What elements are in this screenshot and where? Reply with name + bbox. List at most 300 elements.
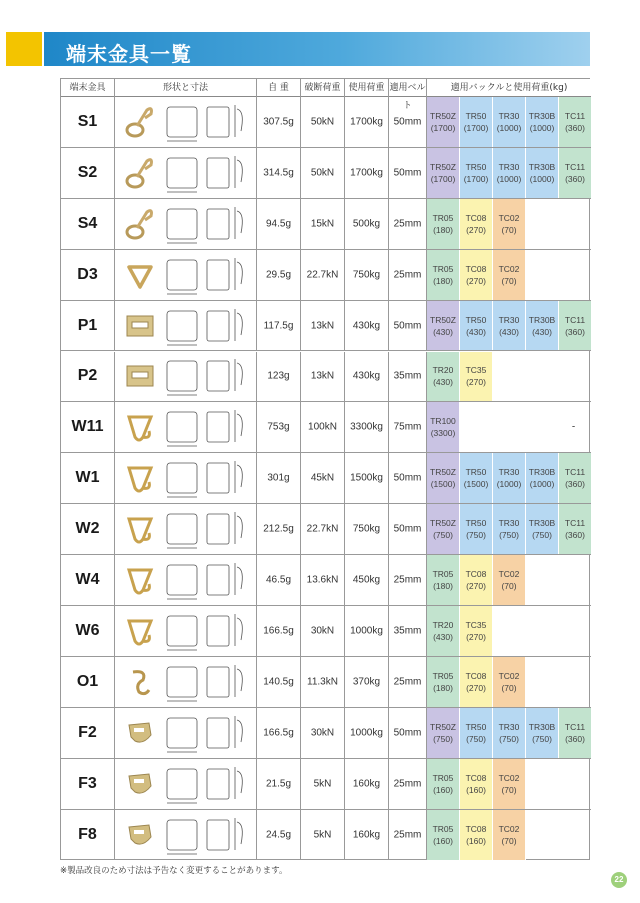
belt-value: 25mm [393,676,422,688]
shape-cell [115,810,257,861]
buckle-cell [427,810,460,861]
break-cell [301,301,345,351]
code-cell [61,555,115,605]
header-buckle: 適用バックルと使用荷重(kg) [450,83,568,93]
use-cell [345,301,389,351]
buckle-cell [460,148,493,198]
use-value: 750kg [352,269,381,281]
use-cell [345,657,389,707]
break-value: 50kN [310,167,335,179]
code-cell [61,97,115,147]
shape-cell [115,657,257,707]
buckle-load: TR50Z (750) [430,721,456,744]
fitting-code: S1 [77,112,98,130]
weight-value: 307.5g [263,116,294,128]
use-cell [345,555,389,605]
buckle-load: TR05 (160) [432,824,454,847]
fitting-photo-icon [123,664,157,700]
buckle-cell [460,555,493,605]
buckle-cell [460,301,493,351]
buckle-cell [526,453,559,503]
belt-cell [389,504,427,554]
buckle-load: TC08 (270) [465,670,487,693]
buckle-load: TR30B (1000) [528,110,556,133]
fitting-photo-icon [123,358,157,394]
buckle-load: TC35 (270) [465,619,487,642]
shape-cell [115,453,257,503]
table-row [61,759,591,810]
break-value: 30kN [310,625,335,637]
belt-value: 50mm [393,727,422,739]
dimension-drawing-icon [163,508,251,550]
buckle-cell [526,504,559,554]
weight-value: 94.5g [265,218,292,230]
code-cell [61,250,115,300]
buckle-cell [427,402,460,452]
table-row [61,352,591,403]
buckle-load: TR05 (160) [432,772,454,795]
buckle-cell [526,301,559,351]
break-value: 13kN [310,320,335,332]
belt-value: 35mm [393,370,422,382]
footnote: ※製品改良のため寸法は予告なく変更することがあります。 [60,866,288,876]
fitting-photo-icon [123,562,157,598]
weight-cell [257,199,301,249]
buckle-cell [427,708,460,758]
use-cell [345,453,389,503]
buckle-cell [493,199,526,249]
fitting-photo-icon [123,511,157,547]
buckle-cell [460,657,493,707]
buckle-cell [427,352,460,402]
break-cell [301,148,345,198]
buckle-load: TC02 (70) [498,212,520,235]
weight-value: 21.5g [265,778,292,790]
fitting-photo-icon [123,206,157,242]
buckle-load: TR50 (430) [465,314,487,337]
buckle-load: TR30B (750) [528,518,556,541]
table-row [61,504,591,555]
fitting-code: O1 [76,672,99,690]
belt-value: 50mm [393,320,422,332]
shape-cell [115,759,257,809]
fitting-photo-icon [123,715,157,751]
break-cell [301,453,345,503]
header-weight: 自 重 [257,79,301,97]
break-value: 13.6kN [306,574,339,586]
dimension-drawing-icon [163,457,251,499]
shape-cell [115,250,257,300]
buckle-cell [427,657,460,707]
use-cell [345,810,389,861]
break-value: 13kN [310,370,335,382]
belt-value: 25mm [393,829,422,841]
break-cell [301,402,345,452]
buckle-load: TR30B (1000) [528,467,556,490]
buckle-cell [559,453,592,503]
buckle-load: TC02 (70) [498,772,520,795]
buckle-load: TR20 (430) [432,365,454,388]
fitting-code: F8 [78,826,97,844]
code-cell [61,657,115,707]
buckle-load: TR50 (750) [465,518,487,541]
buckle-load: TR30 (430) [498,314,520,337]
fitting-table [60,78,590,860]
shape-cell [115,97,257,147]
dimension-drawing-icon [163,559,251,601]
weight-value: 301g [267,472,290,484]
break-value: 15kN [310,218,335,230]
buckle-cell [493,250,526,300]
weight-cell [257,402,301,452]
break-cell [301,250,345,300]
table-row [61,810,591,861]
buckle-load: TR50Z (430) [430,314,456,337]
dimension-drawing-icon [163,254,251,296]
buckle-load: TR30 (1000) [496,467,522,490]
use-cell [345,97,389,147]
buckle-cell [493,759,526,809]
belt-value: 50mm [393,167,422,179]
use-value: 1700kg [350,116,383,128]
break-value: 30kN [310,727,335,739]
belt-cell [389,250,427,300]
fitting-photo-icon [123,308,157,344]
break-cell [301,555,345,605]
belt-cell [389,657,427,707]
fitting-code: W11 [71,418,104,436]
fitting-photo-icon [123,104,157,140]
weight-cell [257,555,301,605]
buckle-load: TC11 (360) [564,721,586,744]
buckle-load: TR30 (1000) [496,110,522,133]
belt-cell [389,352,427,402]
break-value: 50kN [310,116,335,128]
buckle-cell [427,301,460,351]
fitting-code: P2 [77,367,98,385]
dimension-drawing-icon [163,763,251,805]
buckle-cell [427,606,460,656]
weight-cell [257,504,301,554]
shape-cell [115,555,257,605]
shape-cell [115,199,257,249]
break-value: 22.7kN [306,269,339,281]
buckle-cell [427,148,460,198]
weight-value: 753g [267,421,290,433]
table-row [61,199,591,250]
buckle-cell [526,97,559,147]
header-code: 端末金具 [61,79,115,97]
weight-value: 24.5g [265,829,292,841]
buckle-load: TC08 (270) [465,263,487,286]
dimension-drawing-icon [163,814,251,856]
buckle-load: TC02 (70) [498,824,520,847]
dimension-drawing-icon [163,203,251,245]
fitting-code: S2 [77,163,98,181]
table-row [61,708,591,759]
fitting-photo-icon [123,817,157,853]
buckle-cell [559,301,592,351]
code-cell [61,810,115,861]
belt-value: 35mm [393,625,422,637]
header-break: 破断荷重 [301,79,345,97]
header-belt: 適用ベルト [389,79,427,97]
use-value: 160kg [352,829,381,841]
code-cell [61,301,115,351]
header-use: 使用荷重 [345,79,389,97]
break-cell [301,759,345,809]
belt-cell [389,708,427,758]
use-cell [345,759,389,809]
belt-cell [389,301,427,351]
buckle-cell [427,199,460,249]
weight-value: 166.5g [263,625,294,637]
use-cell [345,708,389,758]
buckle-load: TR30 (1000) [496,161,522,184]
buckle-cell [427,97,460,147]
buckle-load: TR30B (430) [528,314,556,337]
code-cell [61,708,115,758]
page-number: 22 [611,872,627,888]
buckle-load: TR100 (3300) [430,416,456,439]
buckle-cell [460,199,493,249]
fitting-photo-icon [123,460,157,496]
table-row [61,453,591,504]
weight-cell [257,759,301,809]
fitting-code: W1 [75,469,100,487]
buckle-cell [493,453,526,503]
break-value: 45kN [310,472,335,484]
buckle-cell [427,759,460,809]
buckle-load: TC11 (360) [564,314,586,337]
use-value: 160kg [352,778,381,790]
fitting-photo-icon [123,613,157,649]
shape-cell [115,148,257,198]
belt-cell [389,97,427,147]
fitting-code: W6 [75,621,100,639]
buckle-load: TR50Z (1700) [430,161,456,184]
weight-cell [257,301,301,351]
dimension-drawing-icon [163,661,251,703]
use-cell [345,504,389,554]
break-cell [301,352,345,402]
buckle-load: TR50Z (1500) [430,467,456,490]
code-cell [61,352,115,402]
belt-cell [389,148,427,198]
buckle-load: TR50 (1700) [463,161,489,184]
fitting-photo-icon [123,257,157,293]
buckle-cell [460,453,493,503]
belt-value: 50mm [393,523,422,535]
weight-cell [257,250,301,300]
use-cell [345,148,389,198]
buckle-load: TR30B (1000) [528,161,556,184]
buckle-load: TR30 (750) [498,721,520,744]
break-cell [301,708,345,758]
buckle-note [556,402,591,452]
buckle-note-text: - [571,421,576,433]
buckle-load: TR50 (750) [465,721,487,744]
table-row [61,250,591,301]
use-value: 450kg [352,574,381,586]
buckle-load: TR05 (180) [432,263,454,286]
buckle-load: TR50Z (1700) [430,110,456,133]
buckle-cell [559,97,592,147]
weight-cell [257,708,301,758]
break-cell [301,606,345,656]
table-row [61,606,591,657]
break-cell [301,504,345,554]
buckle-load: TR30 (750) [498,518,520,541]
use-value: 3300kg [350,421,383,433]
weight-cell [257,97,301,147]
table-row [61,301,591,352]
fitting-code: F2 [78,723,97,741]
shape-cell [115,708,257,758]
buckle-load: TR50 (1700) [463,110,489,133]
buckle-cell [493,97,526,147]
use-value: 1000kg [350,727,383,739]
break-value: 22.7kN [306,523,339,535]
buckle-cell [427,504,460,554]
fitting-photo-icon [123,409,157,445]
buckle-cell [493,708,526,758]
buckle-load: TR05 (180) [432,569,454,592]
use-value: 500kg [352,218,381,230]
fitting-photo-icon [123,766,157,802]
buckle-cell [493,657,526,707]
buckle-cell [493,148,526,198]
code-cell [61,759,115,809]
buckle-load: TC02 (70) [498,569,520,592]
buckle-cell [493,555,526,605]
table-header [61,79,591,111]
belt-value: 75mm [393,421,422,433]
title-bar [44,32,590,66]
buckle-load: TR05 (180) [432,212,454,235]
buckle-load: TR05 (180) [432,670,454,693]
belt-cell [389,606,427,656]
shape-cell [115,606,257,656]
buckle-cell [493,504,526,554]
belt-value: 25mm [393,778,422,790]
weight-value: 212.5g [263,523,294,535]
belt-cell [389,199,427,249]
belt-value: 25mm [393,218,422,230]
buckle-cell [493,301,526,351]
fitting-code: W4 [75,571,100,589]
page-title: 端末金具一覧 [66,42,192,66]
belt-cell [389,402,427,452]
buckle-cell [460,352,493,402]
buckle-cell [460,759,493,809]
weight-value: 140.5g [263,676,294,688]
buckle-cell [427,555,460,605]
code-cell [61,606,115,656]
weight-cell [257,148,301,198]
use-value: 1700kg [350,167,383,179]
break-cell [301,657,345,707]
dimension-drawing-icon [163,355,251,397]
weight-value: 123g [267,370,290,382]
belt-cell [389,810,427,861]
table-row [61,657,591,708]
dimension-drawing-icon [163,712,251,754]
break-value: 5kN [313,778,332,790]
code-cell [61,402,115,452]
use-cell [345,250,389,300]
break-cell [301,199,345,249]
use-value: 430kg [352,320,381,332]
buckle-load: TC11 (360) [564,467,586,490]
buckle-cell [460,250,493,300]
dimension-drawing-icon [163,406,251,448]
code-cell [61,148,115,198]
weight-value: 46.5g [265,574,292,586]
belt-value: 50mm [393,472,422,484]
buckle-load: TC08 (160) [465,772,487,795]
use-value: 370kg [352,676,381,688]
weight-cell [257,810,301,861]
use-value: 430kg [352,370,381,382]
fitting-code: F3 [78,774,97,792]
break-value: 100kN [308,421,337,433]
break-cell [301,97,345,147]
fitting-code: W2 [75,520,100,538]
weight-value: 166.5g [263,727,294,739]
weight-cell [257,606,301,656]
buckle-cell [526,148,559,198]
shape-cell [115,352,257,402]
buckle-load: TR50Z (750) [430,518,456,541]
weight-value: 117.5g [263,320,294,332]
buckle-cell [427,250,460,300]
belt-value: 50mm [393,116,422,128]
section-tab [6,32,42,66]
use-cell [345,199,389,249]
shape-cell [115,301,257,351]
belt-value: 25mm [393,574,422,586]
use-value: 750kg [352,523,381,535]
table-row [61,148,591,199]
weight-cell [257,657,301,707]
buckle-cell [559,504,592,554]
buckle-load: TC11 (360) [564,161,586,184]
weight-value: 29.5g [265,269,292,281]
fitting-code: D3 [77,265,98,283]
use-value: 1000kg [350,625,383,637]
buckle-load: TR50 (1500) [463,467,489,490]
buckle-cell [460,708,493,758]
shape-cell [115,402,257,452]
belt-cell [389,555,427,605]
buckle-load: TC08 (160) [465,824,487,847]
buckle-cell [460,810,493,861]
buckle-load: TC11 (360) [564,518,586,541]
buckle-cell [460,606,493,656]
buckle-cell [559,148,592,198]
fitting-code: S4 [77,214,98,232]
belt-cell [389,453,427,503]
buckle-load: TR30B (750) [528,721,556,744]
code-cell [61,504,115,554]
dimension-drawing-icon [163,305,251,347]
break-cell [301,810,345,861]
weight-value: 314.5g [263,167,294,179]
header-shape: 形状と寸法 [115,79,257,97]
dimension-drawing-icon [163,101,251,143]
buckle-cell [460,97,493,147]
